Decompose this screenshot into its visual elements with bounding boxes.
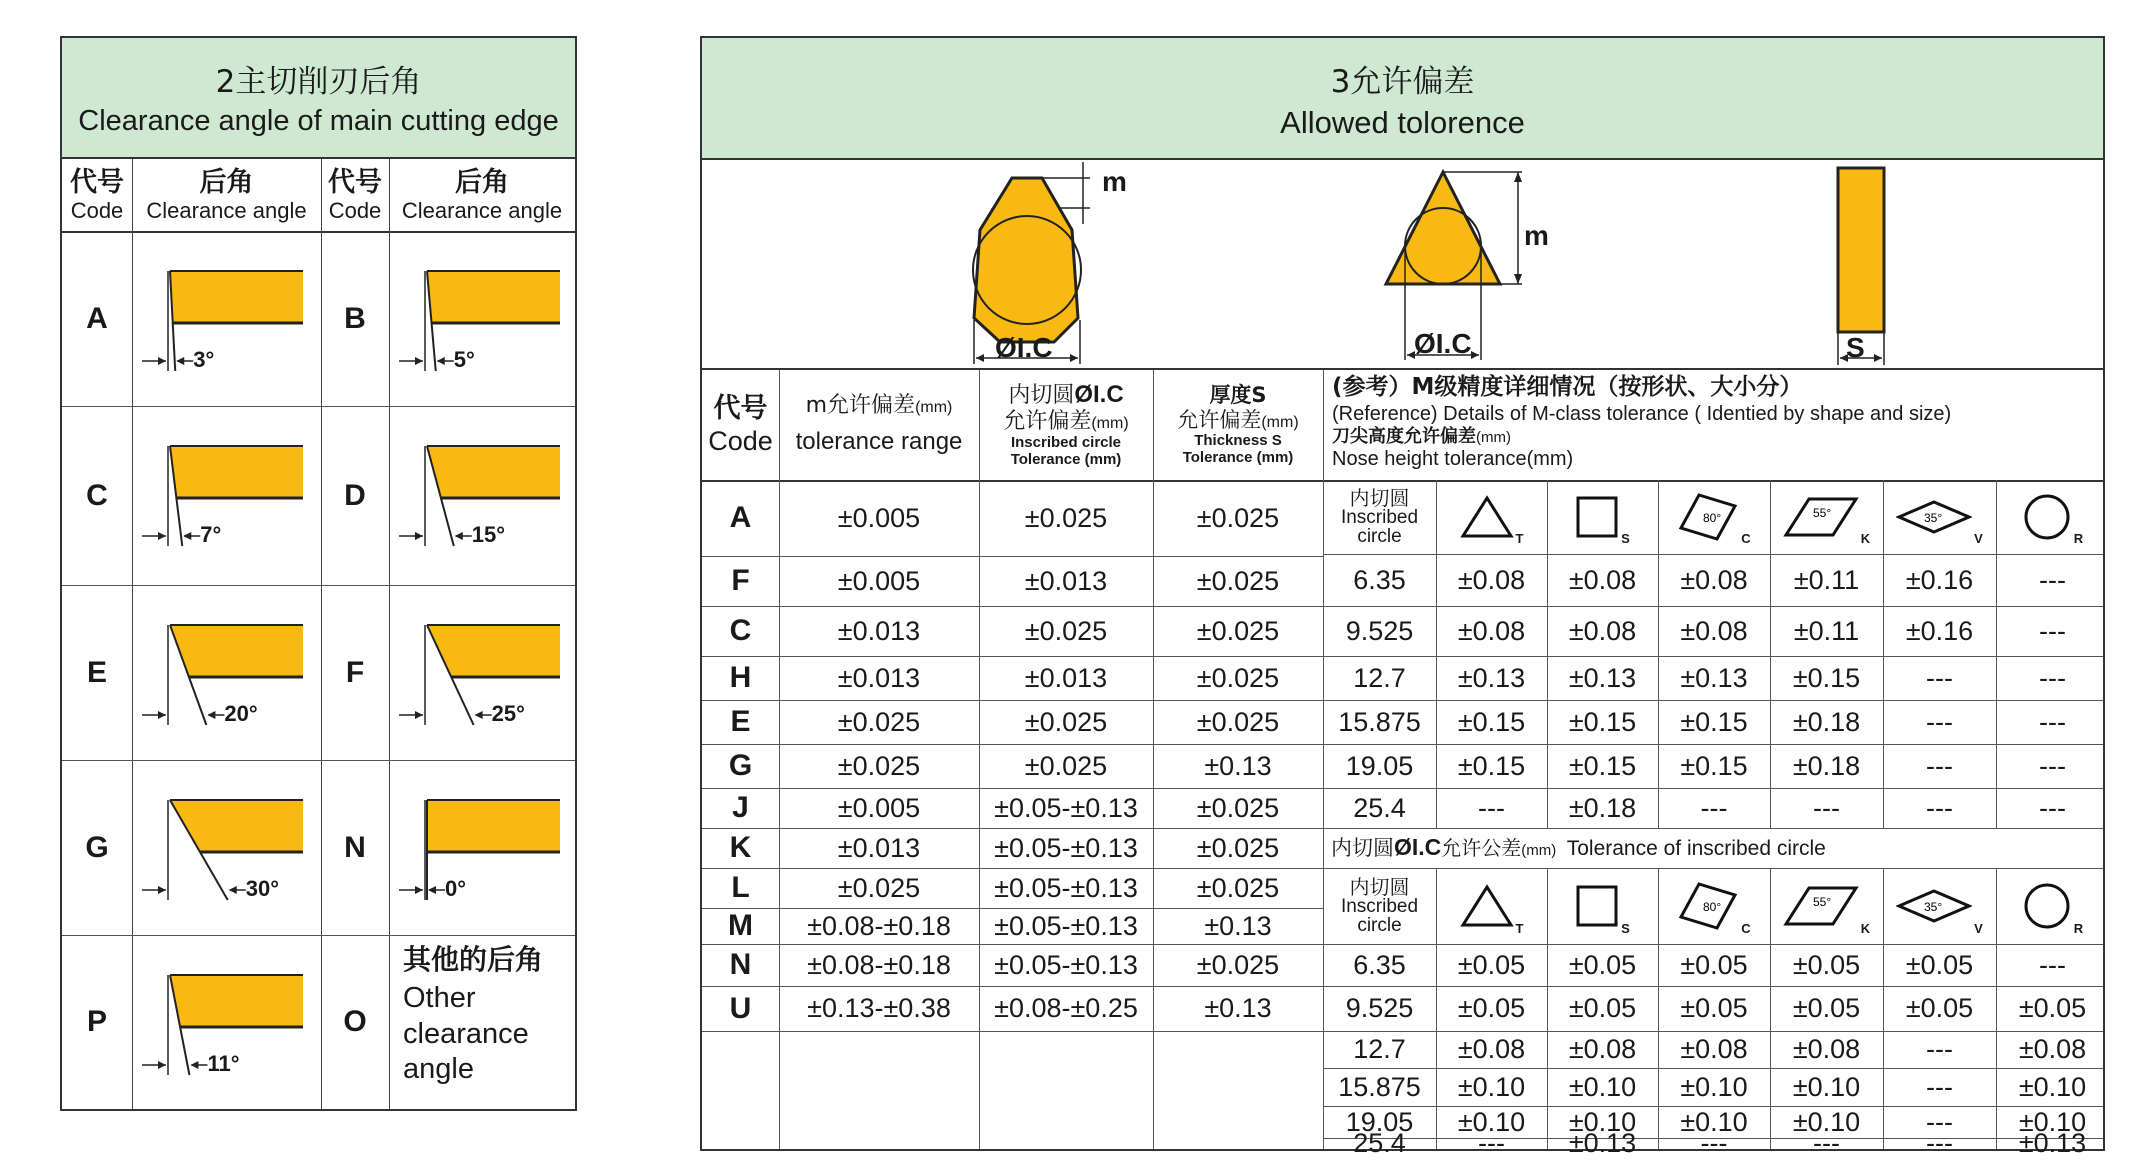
clearance-code-B: B: [344, 301, 366, 335]
nose-r1-c0: 9.525: [1345, 615, 1414, 646]
nose-square-icon: [1547, 480, 1658, 554]
clearance-code-P: P: [86, 1005, 107, 1038]
nose-r1-c5: ±0.16: [1905, 615, 1974, 646]
tol-code-N: N: [729, 948, 752, 981]
ic-r1-c6: ±0.05: [2018, 993, 2087, 1023]
ic-r0-c6: ---: [2039, 949, 2066, 980]
ic-r1-c5: ±0.05: [1905, 993, 1974, 1023]
nose-r5-c6: ---: [2039, 792, 2066, 823]
ic-r0-c2: ±0.05: [1568, 949, 1637, 980]
thickness-s-label: S: [1846, 332, 1865, 363]
tolerance-title-en: Allowed tolorence: [1280, 105, 1525, 140]
ic-parallelogram-55-icon: [1770, 868, 1883, 944]
tol-s-N: ±0.025: [1196, 949, 1280, 980]
nose-shape-sub-R: R: [2073, 531, 2084, 546]
ic-r5-c6: ±0.13: [2018, 1128, 2087, 1158]
nose-r4-c1: ±0.15: [1457, 750, 1526, 781]
svg-text:35°: 35°: [1924, 900, 1943, 914]
clearance-angle-diagram-A: [132, 231, 321, 406]
tol-code-K: K: [729, 831, 752, 864]
ic-r5-c2: ±0.13: [1568, 1128, 1637, 1158]
tol-s-E: ±0.025: [1196, 706, 1280, 737]
ic-r2-c2: ±0.08: [1568, 1034, 1637, 1064]
ic-r3-c4: ±0.10: [1792, 1071, 1861, 1102]
ic-shape-sub-T: T: [1515, 921, 1524, 936]
nose-triangle-icon: [1436, 480, 1547, 554]
clearance-angle-value-B: 5°: [453, 347, 475, 372]
tol-s-L: ±0.025: [1196, 872, 1280, 903]
nose-r3-c2: ±0.15: [1568, 706, 1637, 737]
ic-r2-c6: ±0.08: [2018, 1034, 2087, 1064]
clearance-code-A: A: [86, 301, 108, 335]
nose-shape-sub-T: T: [1515, 531, 1524, 546]
ic-r4-c2: ±0.10: [1568, 1106, 1637, 1137]
ic-r2-c0: 12.7: [1353, 1034, 1406, 1064]
nose-r2-c1: ±0.13: [1457, 662, 1526, 693]
nose-r2-c4: ±0.15: [1792, 662, 1861, 693]
ic-r5-c0: 25.4: [1353, 1128, 1406, 1158]
nose-r3-c5: ---: [1926, 706, 1953, 737]
header-code-1: 代号 Code: [70, 166, 124, 223]
nose-r0-c5: ±0.16: [1905, 564, 1974, 595]
tol-code-C: C: [729, 614, 752, 647]
ic-r0-c1: ±0.05: [1457, 949, 1526, 980]
allowed-tolerance-panel: [700, 36, 2105, 1158]
tol-code-M: M: [728, 909, 753, 942]
tol-m-L: ±0.025: [837, 872, 921, 903]
nose-r4-c4: ±0.18: [1792, 750, 1861, 781]
ic-circle-icon: [1996, 868, 2109, 944]
tol-m-U: ±0.13-±0.38: [807, 993, 951, 1023]
ic-shape-sub-V: V: [1974, 921, 1983, 936]
ic-shape-sub-C: C: [1741, 921, 1751, 936]
tol-s-J: ±0.025: [1196, 792, 1280, 823]
ic-r3-c3: ±0.10: [1680, 1071, 1748, 1102]
clearance-title-zh: 2主切削刃后角: [215, 64, 422, 100]
tol-code-J: J: [732, 791, 749, 824]
clearance-angle-value-A: 3°: [193, 347, 215, 372]
ic-r3-c6: ±0.10: [2018, 1071, 2087, 1102]
tol-m-J: ±0.005: [837, 792, 921, 823]
nose-r0-c1: ±0.08: [1457, 564, 1526, 595]
tol-m-N: ±0.08-±0.18: [807, 949, 951, 980]
nose-circle-icon: [1996, 480, 2109, 554]
header-code-2: 代号 Code: [328, 166, 382, 223]
col-m-header: m允许偏差(mm) tolerance range: [795, 393, 963, 456]
ic-r3-c2: ±0.10: [1568, 1071, 1637, 1102]
ic-triangle-icon: [1436, 868, 1547, 944]
reference-header: (参考）M级精度详细情况（按形状、大小分） (Reference) Details of M-class tolerance ( Identied by shape and size) 刀尖高度允许偏差(mm) Nose height tolerance(mm): [1332, 374, 1952, 471]
ic-r1-c3: ±0.05: [1680, 993, 1748, 1023]
ic-r2-c3: ±0.08: [1680, 1034, 1748, 1064]
clearance-angle-diagram-N: [389, 760, 575, 935]
nose-r0-c4: ±0.11: [1793, 564, 1860, 595]
ic-r4-c4: ±0.10: [1792, 1106, 1861, 1137]
ic-r1-c2: ±0.05: [1568, 993, 1637, 1023]
triangle-m-label: m: [1524, 220, 1549, 251]
clearance-angle-value-N: 0°: [445, 876, 467, 901]
ic-r1-c0: 9.525: [1345, 993, 1414, 1023]
nose-inscribed-circle-header: 内切圆 Inscribed circle: [1340, 486, 1419, 547]
nose-r0-c6: ---: [2039, 564, 2066, 595]
clearance-angle-diagram-D: [389, 406, 575, 585]
nose-r1-c1: ±0.08: [1457, 615, 1526, 646]
tol-ic-H: ±0.013: [1024, 662, 1108, 693]
clearance-code-N: N: [344, 830, 366, 864]
tol-m-K: ±0.013: [837, 832, 921, 863]
tol-code-G: G: [728, 749, 753, 782]
clearance-angle-value-D: 15°: [471, 522, 506, 547]
clearance-code-D: D: [344, 478, 366, 512]
triangle-ic-label: ØI.C: [1414, 328, 1472, 359]
ic-r5-c5: ---: [1926, 1128, 1953, 1158]
svg-text:35°: 35°: [1924, 511, 1943, 525]
ic-rhombus-35-icon: [1883, 868, 1996, 944]
clearance-code-E: E: [86, 655, 107, 689]
svg-text:80°: 80°: [1703, 900, 1722, 914]
clearance-angle-diagram-P: [132, 935, 321, 1109]
clearance-code-G: G: [85, 830, 109, 864]
tol-s-U: ±0.13: [1204, 993, 1272, 1023]
nose-r1-c2: ±0.08: [1568, 615, 1637, 646]
tol-s-C: ±0.025: [1196, 615, 1280, 646]
nose-shape-sub-C: C: [1741, 531, 1751, 546]
nose-shape-sub-K: K: [1860, 531, 1871, 546]
tol-s-F: ±0.025: [1196, 565, 1280, 596]
ic-tolerance-title: 内切圆ØI.C允许公差(mm) Tolerance of inscribed circle: [1331, 834, 1826, 860]
ic-r3-c5: ---: [1926, 1071, 1953, 1102]
nose-r4-c6: ---: [2039, 750, 2066, 781]
ic-shape-sub-K: K: [1860, 921, 1871, 936]
tol-ic-E: ±0.025: [1024, 706, 1108, 737]
ic-r5-c4: ---: [1813, 1128, 1840, 1158]
ic-r4-c0: 19.05: [1345, 1106, 1414, 1137]
nose-r5-c5: ---: [1926, 792, 1953, 823]
tol-m-C: ±0.013: [837, 615, 921, 646]
other-clearance-angle: 其他的后角 Other clearance angle: [403, 943, 544, 1085]
clearance-angle-value-G: 30°: [245, 876, 280, 901]
ic-r4-c3: ±0.10: [1680, 1106, 1748, 1137]
nose-r1-c6: ---: [2039, 615, 2066, 646]
tol-ic-A: ±0.025: [1024, 502, 1108, 533]
tol-code-A: A: [729, 501, 752, 534]
tol-ic-K: ±0.05-±0.13: [994, 832, 1138, 863]
nose-rhombus-35-icon: [1883, 480, 1996, 554]
nose-rhombus-80-icon: [1658, 480, 1770, 554]
tol-ic-C: ±0.025: [1024, 615, 1108, 646]
ic-r1-c4: ±0.05: [1792, 993, 1861, 1023]
tol-ic-L: ±0.05-±0.13: [994, 872, 1138, 903]
tol-s-G: ±0.13: [1204, 750, 1272, 781]
tol-m-H: ±0.013: [837, 662, 921, 693]
clearance-angle-diagram-C: [132, 406, 321, 585]
trigon-ic-label: ØI.C: [995, 332, 1053, 363]
tol-code-H: H: [729, 661, 752, 694]
nose-r5-c0: 25.4: [1353, 792, 1406, 823]
ic-r4-c6: ±0.10: [2018, 1106, 2087, 1137]
nose-r0-c3: ±0.08: [1680, 564, 1748, 595]
clearance-angle-header: [62, 38, 575, 159]
ic-shape-sub-R: R: [2073, 921, 2084, 936]
ic-square-icon: [1547, 868, 1658, 944]
ic-r2-c4: ±0.08: [1792, 1034, 1861, 1064]
clearance-code-C: C: [86, 478, 108, 512]
tol-ic-M: ±0.05-±0.13: [994, 910, 1138, 941]
nose-r2-c6: ---: [2039, 662, 2066, 693]
tol-code-U: U: [729, 991, 752, 1025]
tol-m-A: ±0.005: [837, 502, 921, 533]
tol-ic-F: ±0.013: [1024, 565, 1108, 596]
tol-ic-U: ±0.08-±0.25: [994, 993, 1138, 1023]
ic-inscribed-circle-header: 内切圆 Inscribed circle: [1340, 875, 1419, 936]
clearance-angle-diagram-B: [389, 231, 575, 406]
col-ic-header: 内切圆ØI.C 允许偏差(mm) Inscribed circle Tolerance (mm): [1003, 381, 1129, 469]
col-s-header: 厚度S 允许偏差(mm) Thickness S Tolerance (mm): [1177, 383, 1299, 467]
ic-r3-c1: ±0.10: [1457, 1071, 1526, 1102]
nose-r2-c2: ±0.13: [1568, 662, 1637, 693]
tolerance-title-zh: 3允许偏差: [1330, 64, 1475, 100]
clearance-angle-diagram-F: [389, 585, 575, 760]
nose-r4-c0: 19.05: [1345, 750, 1414, 781]
tol-m-M: ±0.08-±0.18: [807, 910, 951, 941]
nose-r3-c0: 15.875: [1338, 706, 1421, 737]
col-code-header: 代号 Code: [708, 392, 773, 456]
clearance-angle-value-C: 7°: [200, 522, 222, 547]
svg-text:80°: 80°: [1703, 511, 1722, 525]
nose-r2-c0: 12.7: [1353, 662, 1406, 693]
tol-m-F: ±0.005: [837, 565, 921, 596]
ic-rhombus-80-icon: [1658, 868, 1770, 944]
ic-r2-c5: ---: [1926, 1034, 1953, 1064]
tol-ic-G: ±0.025: [1024, 750, 1108, 781]
tol-s-M: ±0.13: [1204, 910, 1272, 941]
ic-r0-c4: ±0.05: [1792, 949, 1861, 980]
nose-r2-c3: ±0.13: [1680, 662, 1748, 693]
ic-r0-c3: ±0.05: [1680, 949, 1748, 980]
allowed-tolerance-header: [702, 38, 2103, 160]
ic-r3-c0: 15.875: [1338, 1071, 1421, 1102]
svg-text:55°: 55°: [1812, 506, 1831, 520]
svg-text:55°: 55°: [1812, 895, 1831, 909]
nose-shape-sub-S: S: [1621, 531, 1630, 546]
nose-r5-c4: ---: [1813, 792, 1840, 823]
tol-s-K: ±0.025: [1196, 832, 1280, 863]
header-angle-1: 后角 Clearance angle: [146, 166, 307, 223]
tol-m-G: ±0.025: [837, 750, 921, 781]
clearance-code-O: O: [343, 1005, 367, 1038]
nose-r3-c1: ±0.15: [1457, 706, 1526, 737]
ic-shape-sub-S: S: [1621, 921, 1630, 936]
ic-r5-c3: ---: [1700, 1128, 1728, 1158]
tol-s-A: ±0.025: [1196, 502, 1280, 533]
tol-s-H: ±0.025: [1196, 662, 1280, 693]
ic-r0-c5: ±0.05: [1905, 949, 1974, 980]
ic-r2-c1: ±0.08: [1457, 1034, 1526, 1064]
tol-code-E: E: [730, 705, 751, 738]
ic-r1-c1: ±0.05: [1457, 993, 1526, 1023]
tol-ic-J: ±0.05-±0.13: [994, 792, 1138, 823]
clearance-angle-value-F: 25°: [491, 701, 525, 726]
nose-r3-c6: ---: [2039, 706, 2066, 737]
header-angle-2: 后角 Clearance angle: [401, 166, 563, 223]
ic-r5-c1: ---: [1478, 1128, 1505, 1158]
nose-r1-c4: ±0.11: [1793, 615, 1860, 646]
clearance-angle-value-P: 11°: [207, 1051, 240, 1076]
clearance-angle-panel: [60, 36, 577, 1111]
tol-m-E: ±0.025: [837, 706, 921, 737]
clearance-title-en: Clearance angle of main cutting edge: [78, 105, 559, 137]
nose-r5-c3: ---: [1700, 792, 1728, 823]
tol-code-F: F: [731, 564, 750, 597]
ic-r4-c1: ±0.10: [1457, 1106, 1526, 1137]
clearance-angle-diagram-E: [132, 585, 321, 760]
trigon-m-label: m: [1102, 166, 1127, 197]
nose-r5-c2: ±0.18: [1568, 792, 1637, 823]
nose-r4-c2: ±0.15: [1568, 750, 1637, 781]
tolerance-diagrams: [702, 160, 2103, 370]
nose-r5-c1: ---: [1478, 792, 1505, 823]
nose-r0-c2: ±0.08: [1568, 564, 1637, 595]
nose-r3-c4: ±0.18: [1792, 706, 1861, 737]
clearance-code-F: F: [345, 655, 365, 689]
nose-r4-c5: ---: [1926, 750, 1953, 781]
nose-r1-c3: ±0.08: [1680, 615, 1748, 646]
clearance-angle-diagram-G: [132, 760, 321, 935]
nose-r2-c5: ---: [1926, 662, 1953, 693]
nose-r3-c3: ±0.15: [1680, 706, 1748, 737]
nose-shape-sub-V: V: [1974, 531, 1983, 546]
ic-r4-c5: ---: [1926, 1106, 1953, 1137]
nose-r4-c3: ±0.15: [1680, 750, 1748, 781]
ic-r0-c0: 6.35: [1353, 949, 1406, 980]
nose-parallelogram-55-icon: [1770, 480, 1883, 554]
tol-code-L: L: [731, 871, 750, 904]
tol-ic-N: ±0.05-±0.13: [994, 949, 1138, 980]
nose-r0-c0: 6.35: [1353, 564, 1406, 595]
clearance-angle-value-E: 20°: [224, 701, 258, 726]
